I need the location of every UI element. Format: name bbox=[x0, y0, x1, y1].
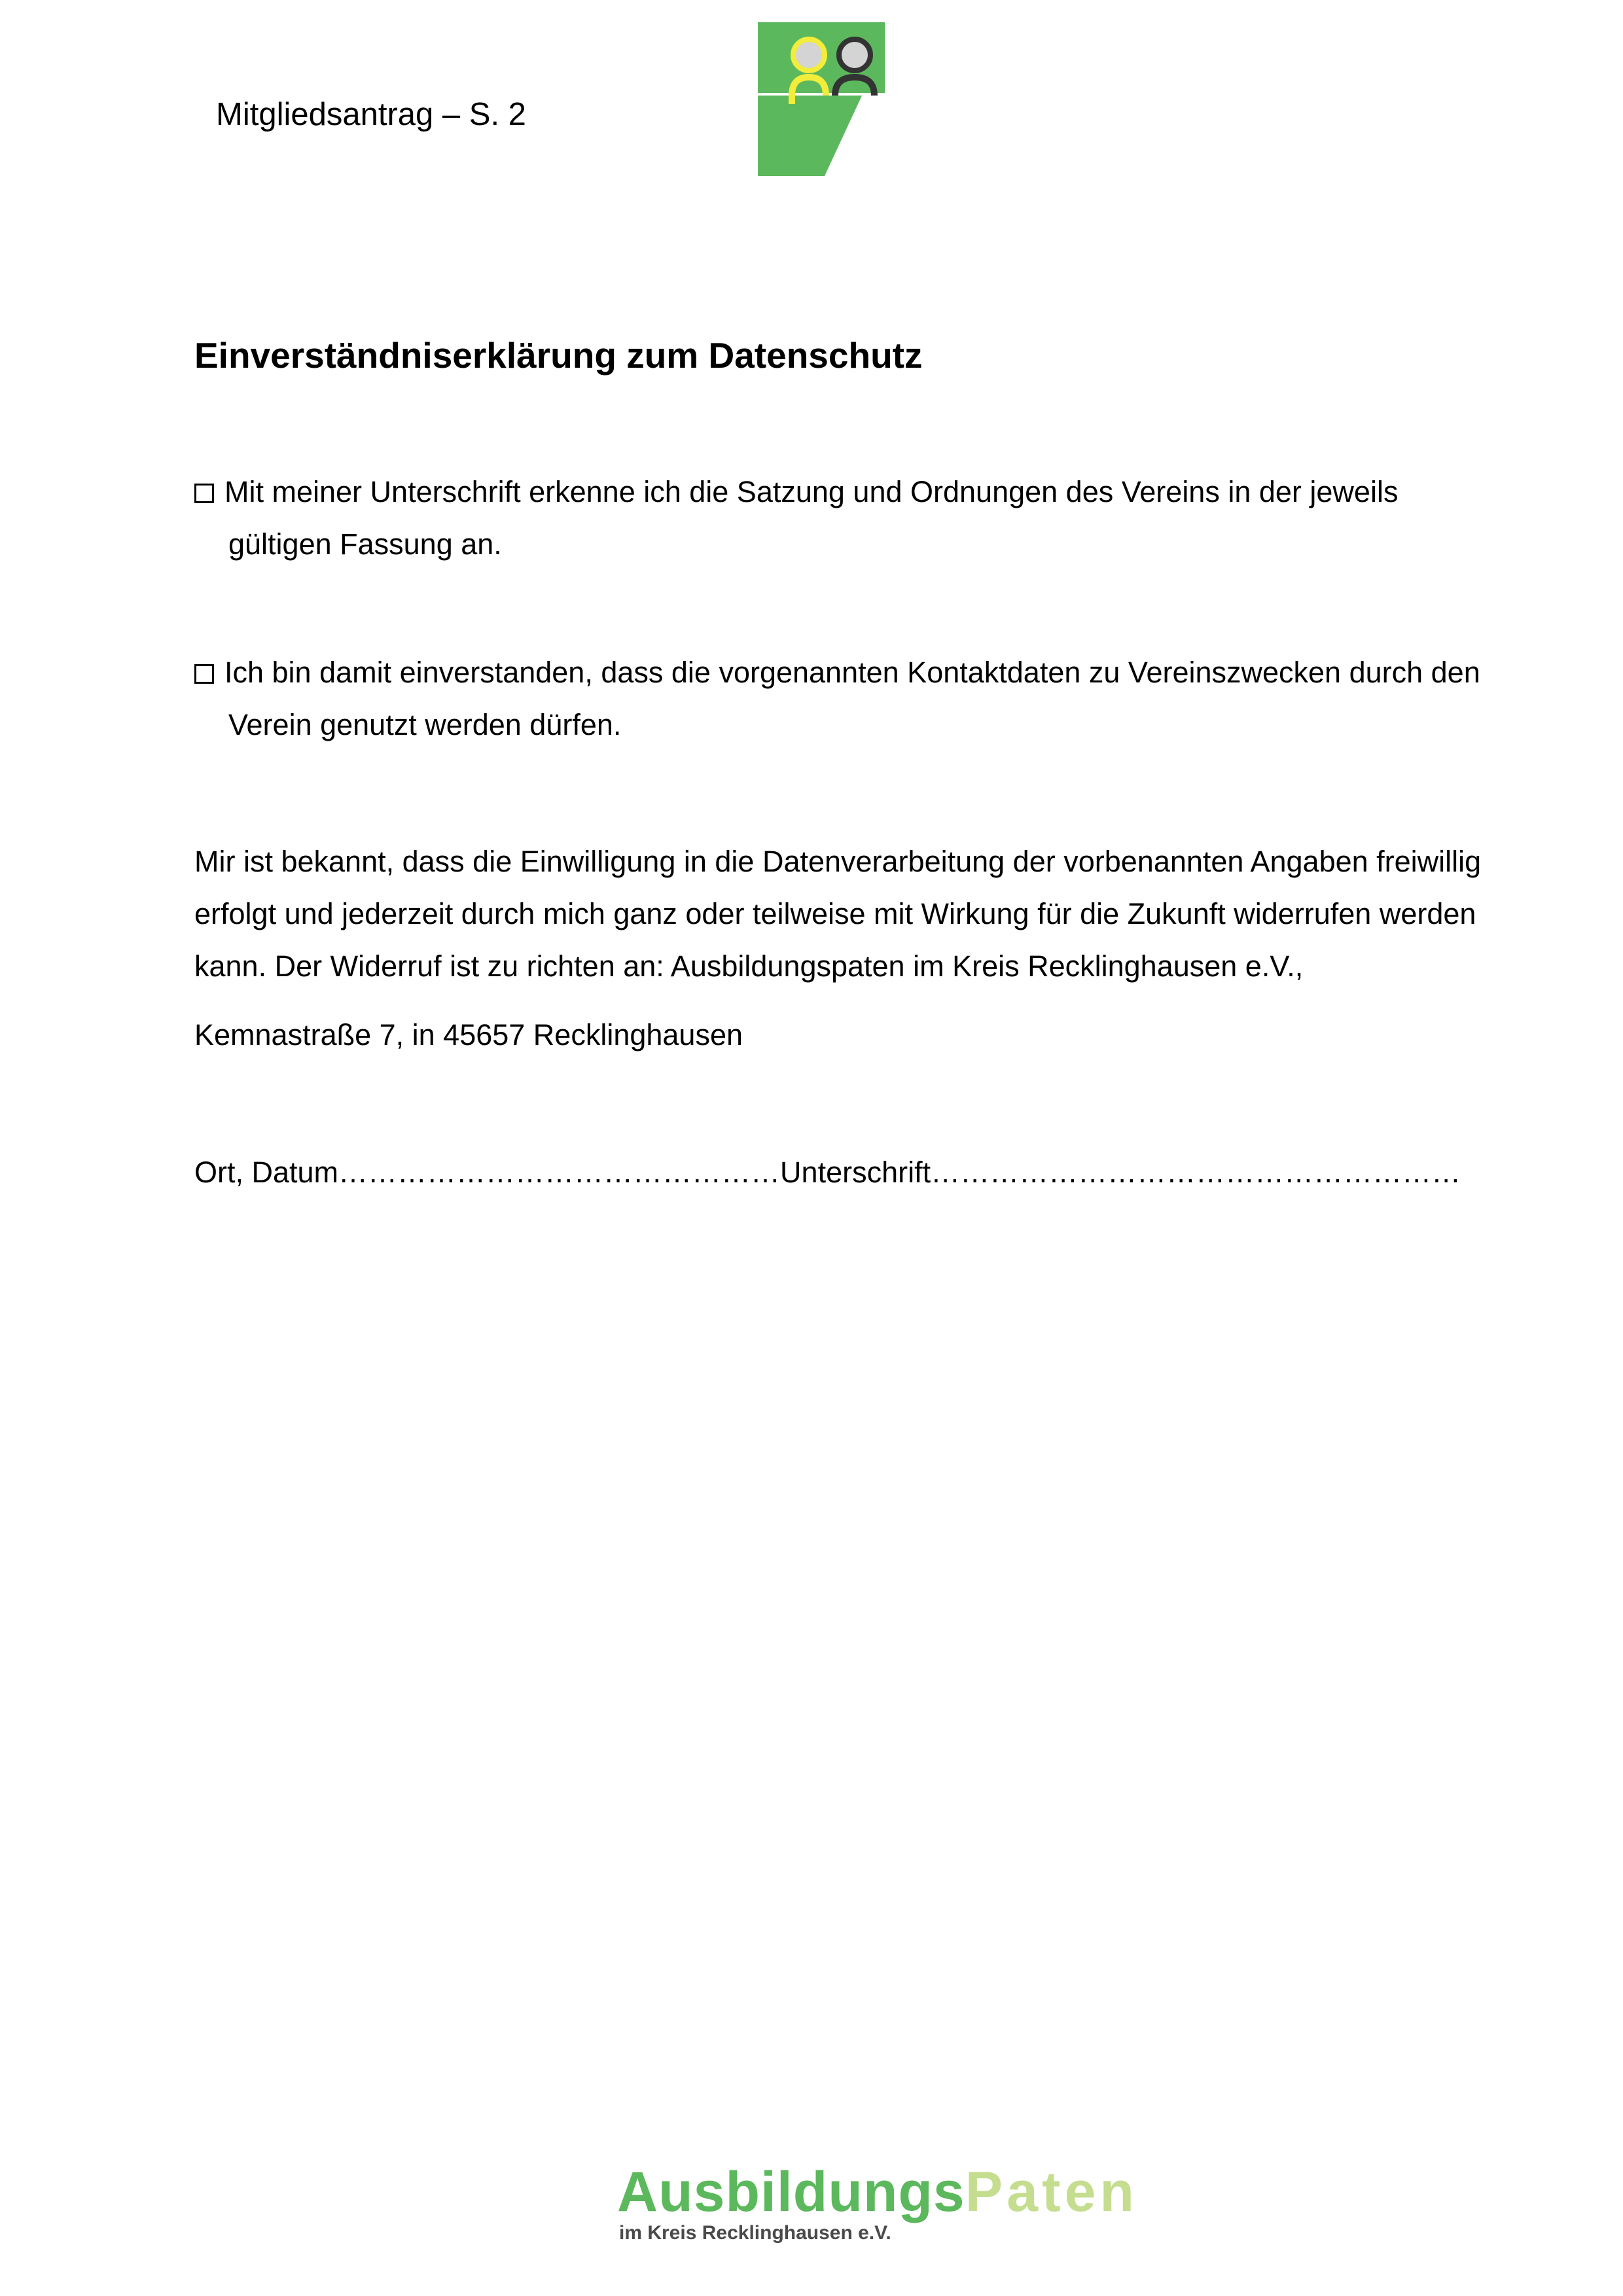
page-label: Mitgliedsantrag – S. 2 bbox=[216, 97, 526, 132]
consent-text-line-1: Mit meiner Unterschrift erkenne ich die Satzung und Ordnungen des Vereins in der jeweils bbox=[224, 475, 1399, 508]
revocation-address: Kemnastraße 7, in 45657 Recklinghausen bbox=[194, 1018, 743, 1051]
empty-checkbox-icon[interactable] bbox=[194, 484, 214, 503]
notice-line-3: kann. Der Widerruf ist zu richten an: Ausbildungspaten im Kreis Recklinghausen e.V., bbox=[194, 949, 1304, 983]
place-date-label: Ort, Datum bbox=[194, 1156, 339, 1189]
brand-subtitle: im Kreis Recklinghausen e.V. bbox=[619, 2222, 891, 2244]
consent-text-line-2: gültigen Fassung an. bbox=[228, 527, 502, 561]
consent-item-statute bbox=[194, 466, 1543, 571]
document-heading: Einverständniserklärung zum Datenschutz bbox=[194, 335, 923, 376]
empty-checkbox-icon[interactable] bbox=[194, 664, 214, 684]
brand-part-1: Ausbildungs bbox=[617, 2161, 965, 2223]
brand-part-2: Paten bbox=[965, 2161, 1138, 2223]
organization-logo bbox=[758, 22, 885, 176]
consent-text-line-1: Ich bin damit einverstanden, dass die vorgenannten Kontaktdaten zu Vereinszwecken durch den bbox=[224, 656, 1480, 689]
consent-item-contact-data bbox=[194, 646, 1543, 751]
brand-wordmark bbox=[617, 2163, 1138, 2221]
consent-text-line-2: Verein genutzt werden dürfen. bbox=[228, 708, 622, 741]
notice-line-2: erfolgt und jederzeit durch mich ganz oder teilweise mit Wirkung für die Zukunft widerrufen werden bbox=[194, 897, 1476, 930]
signature-label: Unterschrift bbox=[780, 1156, 931, 1189]
place-date-field[interactable]: ……………………………………… bbox=[338, 1156, 781, 1189]
signature-field[interactable]: ……………………………………………… bbox=[931, 1156, 1461, 1189]
notice-line-1: Mir ist bekannt, dass die Einwilligung in die Datenverarbeitung der vorbenannten Angaben freiwillig bbox=[194, 845, 1482, 878]
footer-brand-logo bbox=[617, 2163, 1141, 2248]
signature-line bbox=[194, 1146, 1461, 1199]
revocation-notice bbox=[194, 836, 1556, 993]
